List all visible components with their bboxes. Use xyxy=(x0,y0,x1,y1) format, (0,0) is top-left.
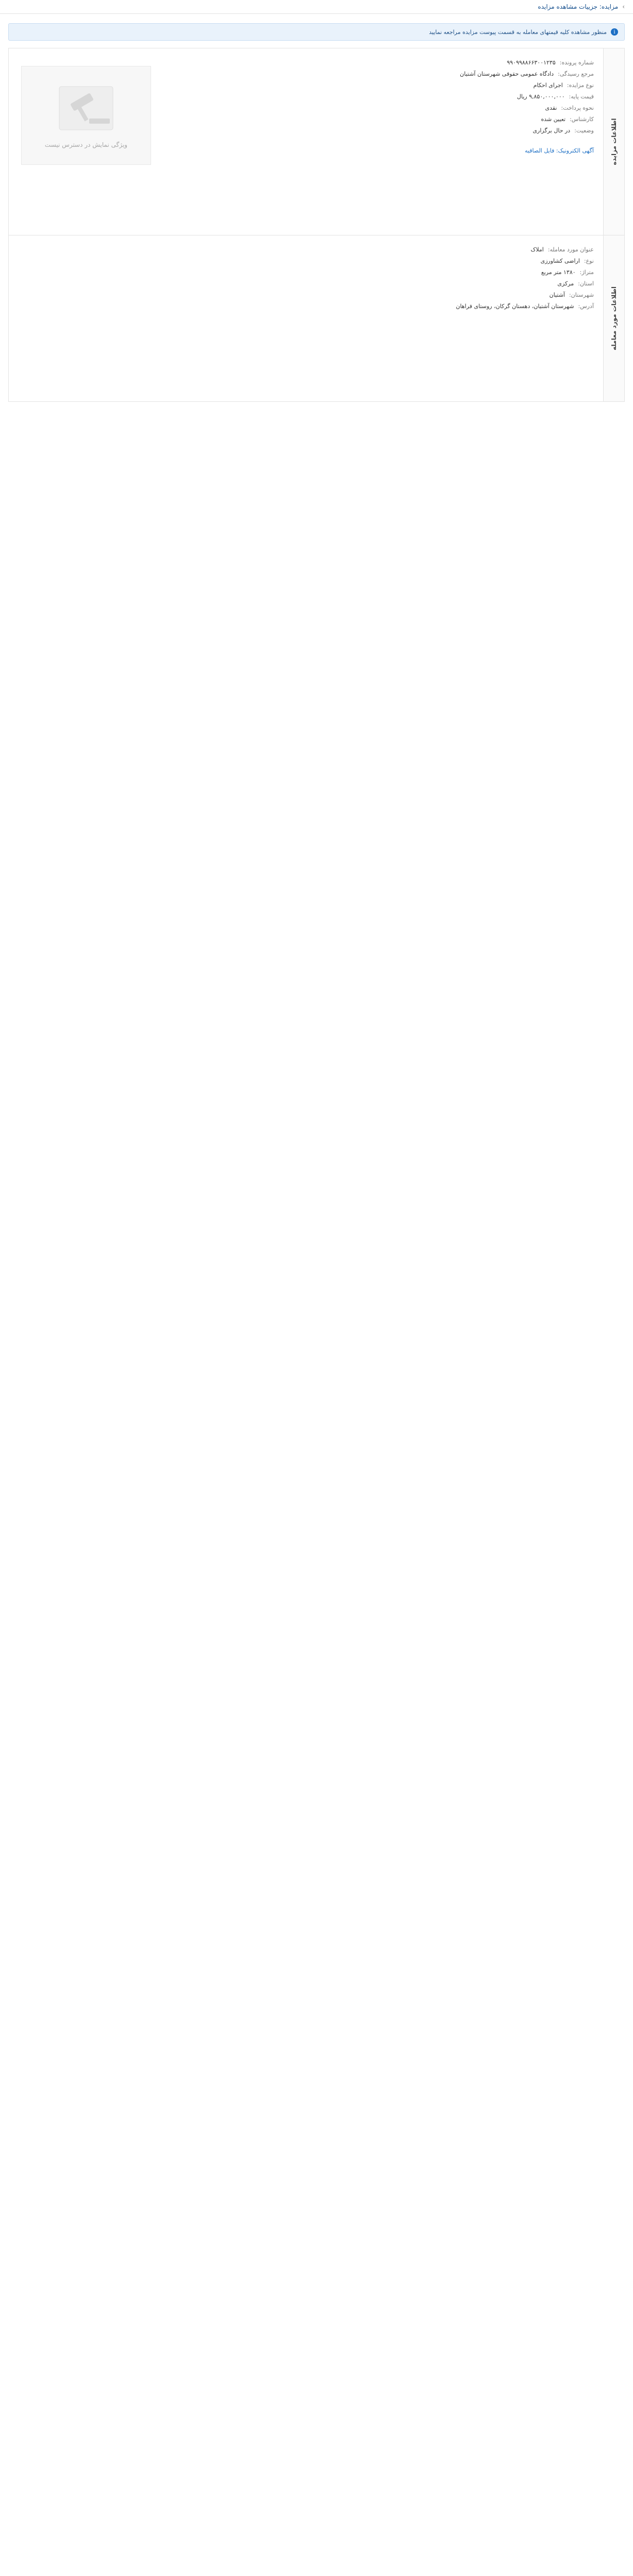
auction-info-title: اطلاعات مزایده xyxy=(610,118,618,165)
info-value: اراضی کشاورزی xyxy=(540,257,580,264)
announcement-file-link[interactable]: آگهی الکترونیک: فایل الصاقیه xyxy=(525,147,594,154)
info-label: آدرس: xyxy=(578,302,594,310)
info-label: کارشناس: xyxy=(570,115,594,123)
info-label: نوع مزایده: xyxy=(567,81,594,89)
info-label: نحوه پرداخت: xyxy=(561,104,594,111)
image-placeholder-text: ویژگی نمایش در دسترس نیست xyxy=(44,141,128,148)
info-row xyxy=(18,289,594,300)
property-rows xyxy=(18,244,594,312)
info-label: شهرستان: xyxy=(569,291,594,298)
property-info-title: اطلاعات مورد معامله xyxy=(610,286,618,350)
page-title: مزایده: جزییات مشاهده مزایده xyxy=(538,3,619,10)
remaining-content-area xyxy=(0,402,633,2576)
info-label: قیمت پایه: xyxy=(569,93,594,100)
chevron-right-icon[interactable]: › xyxy=(622,3,625,10)
info-row xyxy=(18,255,594,266)
property-info-section xyxy=(8,235,625,402)
info-value: دادگاه عمومی حقوقی شهرستان آشتیان xyxy=(460,70,554,77)
info-label: وضعیت: xyxy=(574,127,594,134)
info-value: شهرستان آشتیان، دهستان گرکان، روستای فراهان xyxy=(456,302,574,310)
auction-info-section xyxy=(8,48,625,235)
info-row xyxy=(18,266,594,278)
info-value: آشتیان xyxy=(549,291,565,298)
page-header xyxy=(0,0,633,14)
info-label: مرجع رسیدگی: xyxy=(558,70,594,77)
info-value: مرکزی xyxy=(557,280,574,287)
info-value: نقدی xyxy=(545,104,557,111)
info-row xyxy=(18,244,594,255)
info-icon: i xyxy=(611,28,618,36)
info-value: ۹,۸۵۰,۰۰۰,۰۰۰ ریال xyxy=(517,93,565,100)
info-label: نوع: xyxy=(584,257,594,264)
info-label: شماره پرونده: xyxy=(559,59,594,66)
section-label xyxy=(603,48,624,235)
info-row xyxy=(18,300,594,312)
property-info-body xyxy=(9,235,603,401)
info-value: ۱۳۸۰ متر مربع xyxy=(541,268,576,276)
gavel-image-icon xyxy=(55,82,117,134)
info-label: متراژ: xyxy=(579,268,594,276)
info-value: اجرای احکام xyxy=(533,81,563,89)
info-value: در حال برگزاری xyxy=(532,127,571,134)
info-alert xyxy=(8,23,625,41)
info-label: عنوان مورد معامله: xyxy=(547,246,594,253)
info-row xyxy=(18,278,594,289)
image-placeholder xyxy=(21,66,151,165)
info-label: استان: xyxy=(578,280,594,287)
info-alert-text: منظور مشاهده کلیه قیمتهای معامله به قسمت پیوست مزایده مراجعه نمایید xyxy=(429,28,607,36)
auction-info-body xyxy=(9,48,603,235)
section-label xyxy=(603,235,624,401)
info-value: ۹۹۰۹۹۸۸۶۶۳۰۰۱۲۳۵ xyxy=(507,59,556,66)
info-value: تعیین شده xyxy=(541,115,566,123)
info-value: املاک xyxy=(530,246,544,253)
